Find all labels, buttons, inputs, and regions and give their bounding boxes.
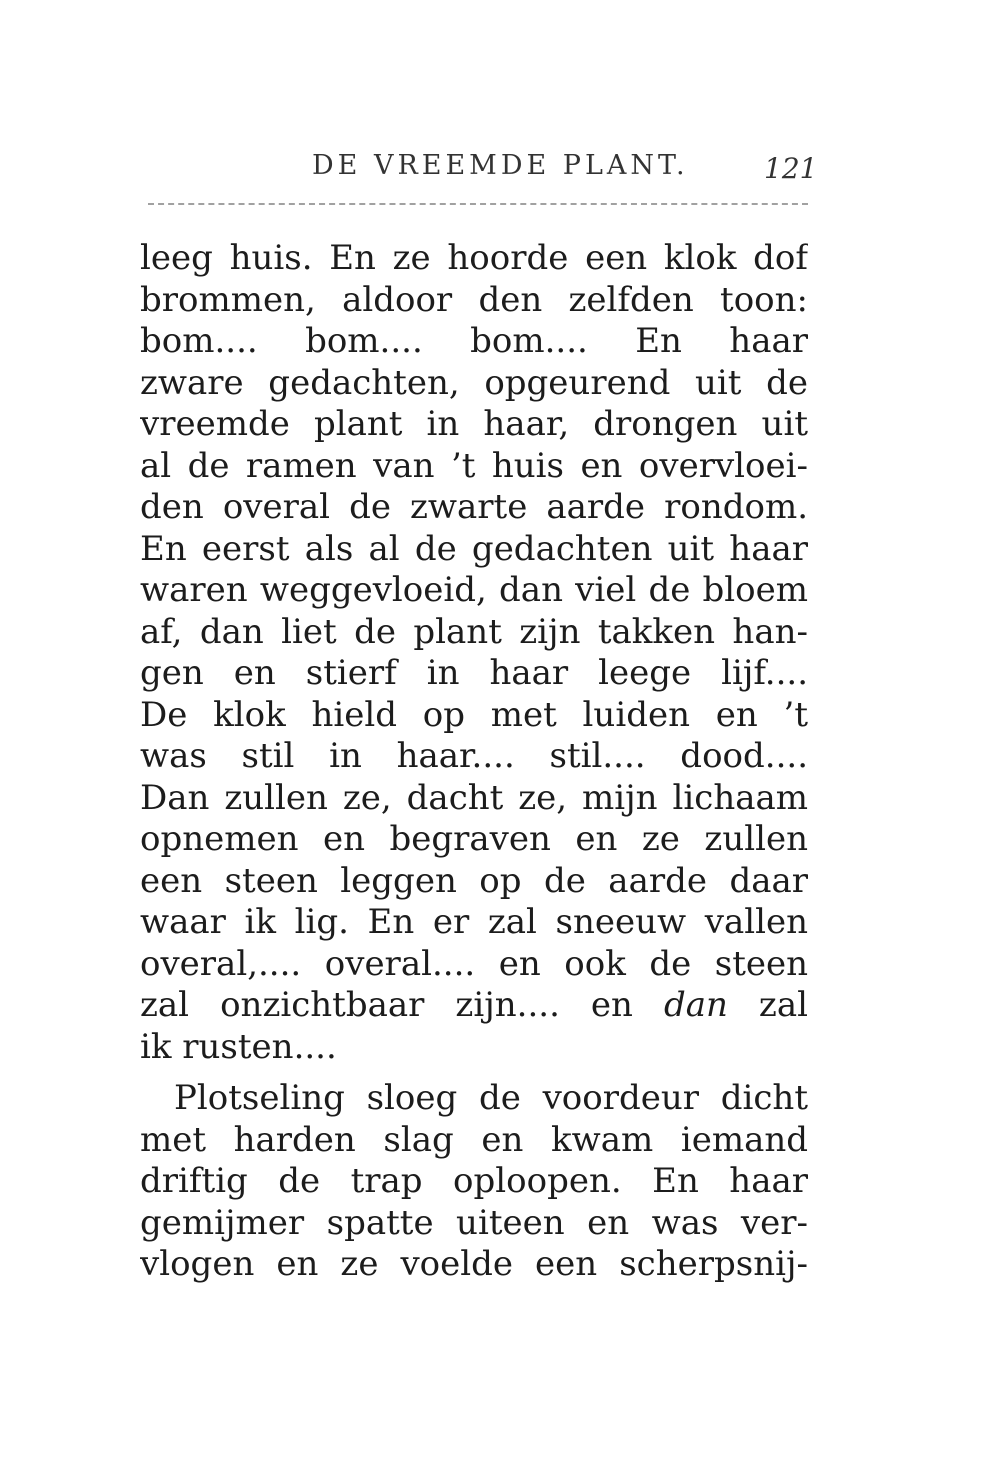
text-line: ik rusten.... xyxy=(140,1026,337,1067)
header-rule xyxy=(148,203,808,205)
text-segment: zal xyxy=(727,985,808,1025)
text-line: met harden slag en kwam iemand xyxy=(140,1119,808,1160)
text-line: was stil in haar.... stil.... dood.... xyxy=(140,736,808,776)
text-line: af, dan liet de plant zijn takken han- xyxy=(140,611,808,652)
text-line: De klok hield op met luiden en ’t xyxy=(140,694,808,735)
text-line: gemijmer spatte uiteen en was ver- xyxy=(140,1202,808,1243)
text-line: den overal de zwarte aarde rondom. xyxy=(140,487,808,527)
paragraph xyxy=(140,1078,808,1286)
text-line: een steen leggen op de aarde daar xyxy=(140,860,808,901)
paragraph-gap xyxy=(140,1068,808,1078)
text-line-with-emphasis xyxy=(140,985,808,1027)
text-line: overal,.... overal.... en ook de steen xyxy=(140,943,808,984)
text-line: bom.... bom.... bom.... En haar xyxy=(140,321,808,361)
text-line: brommen, aldoor den zelfden toon: xyxy=(140,279,808,320)
page-number: 121 xyxy=(764,152,818,185)
text-segment: zal onzichtbaar zijn.... en xyxy=(140,985,664,1025)
text-line: Plotseling sloeg de voordeur dicht xyxy=(174,1078,808,1118)
text-line: gen en stierf in haar leege lijf.... xyxy=(140,653,808,693)
text-line: vreemde plant in haar, drongen uit xyxy=(140,404,808,444)
text-line: leeg huis. En ze hoorde een klok dof xyxy=(140,238,808,278)
text-line: waren weggevloeid, dan viel de bloem xyxy=(140,570,808,610)
emphasized-word: dan xyxy=(663,985,728,1025)
text-line: waar ik lig. En er zal sneeuw vallen xyxy=(140,902,808,942)
text-line: zware gedachten, opgeurend uit de xyxy=(140,362,808,403)
running-title: DE VREEMDE PLANT. xyxy=(312,150,689,181)
text-line: Dan zullen ze, dacht ze, mijn lichaam xyxy=(140,777,808,818)
body-text xyxy=(140,238,808,1286)
text-line: al de ramen van ’t huis en overvloei- xyxy=(140,445,808,486)
text-line: opnemen en begraven en ze zullen xyxy=(140,819,808,859)
text-line: En eerst als al de gedachten uit haar xyxy=(140,528,808,569)
text-line: vlogen en ze voelde een scherpsnij- xyxy=(140,1244,808,1284)
paragraph xyxy=(140,238,808,1068)
text-line: driftig de trap oploopen. En haar xyxy=(140,1161,808,1201)
